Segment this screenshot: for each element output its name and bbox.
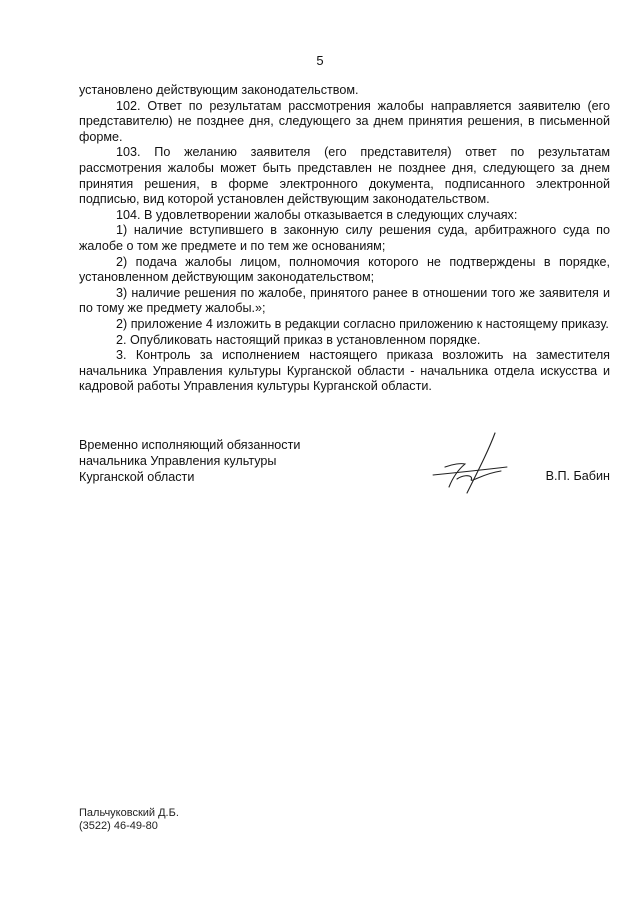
paragraph: установлено действующим законодательством. [79,83,359,97]
paragraph: 3. Контроль за исполнением настоящего приказа возложить на заместителя начальника Управления культуры Курганской области - начальника отдела искусства и кадровой работы Управления культуры Курганской области. [79,348,610,394]
signature-block [79,437,610,507]
page-number: 5 [316,53,324,68]
signatory-position-line: начальника Управления культуры [79,454,277,468]
signatory-position-line: Временно исполняющий обязанности [79,438,301,452]
signatory-name: В.П. Бабин [545,469,610,483]
signatory-position-line: Курганской области [79,470,195,484]
executor-phone: (3522) 46-49-80 [79,820,158,832]
paragraph: 3) наличие решения по жалобе, принятого ранее в отношении того же заявителя и по тому же предмету жалобы.»; [79,285,610,316]
paragraph: 1) наличие вступившего в законную силу решения суда, арбитражного суда по жалобе о том же предмете и по тем же основаниям; [79,223,610,253]
paragraph: 2. Опубликовать настоящий приказ в установленном порядке. [116,332,481,347]
paragraph: 104. В удовлетворении жалобы отказывается в следующих случаях: [116,207,518,222]
handwritten-signature [423,431,513,501]
paragraph: 103. По желанию заявителя (его представителя) ответ по результатам рассмотрения жалобы может быть представлен не позднее дня, следующего за днем принятия решения, в форме электронного документа, подписанного электронной подписью, вид которой установлен действующим законодательством. [79,145,610,207]
document-body [79,83,610,395]
paragraph: 102. Ответ по результатам рассмотрения жалобы направляется заявителю (его представителю) не позднее дня, следующего за днем принятия решения, в письменной форме. [79,98,610,144]
executor-info [79,807,179,833]
signatory-position [79,437,300,485]
executor-name: Пальчуковский Д.Б. [79,807,179,819]
paragraph: 2) подача жалобы лицом, полномочия которого не подтверждены в порядке, установленном действующим законодательством; [79,254,610,285]
paragraph: 2) приложение 4 изложить в редакции согласно приложению к настоящему приказу. [116,316,609,331]
